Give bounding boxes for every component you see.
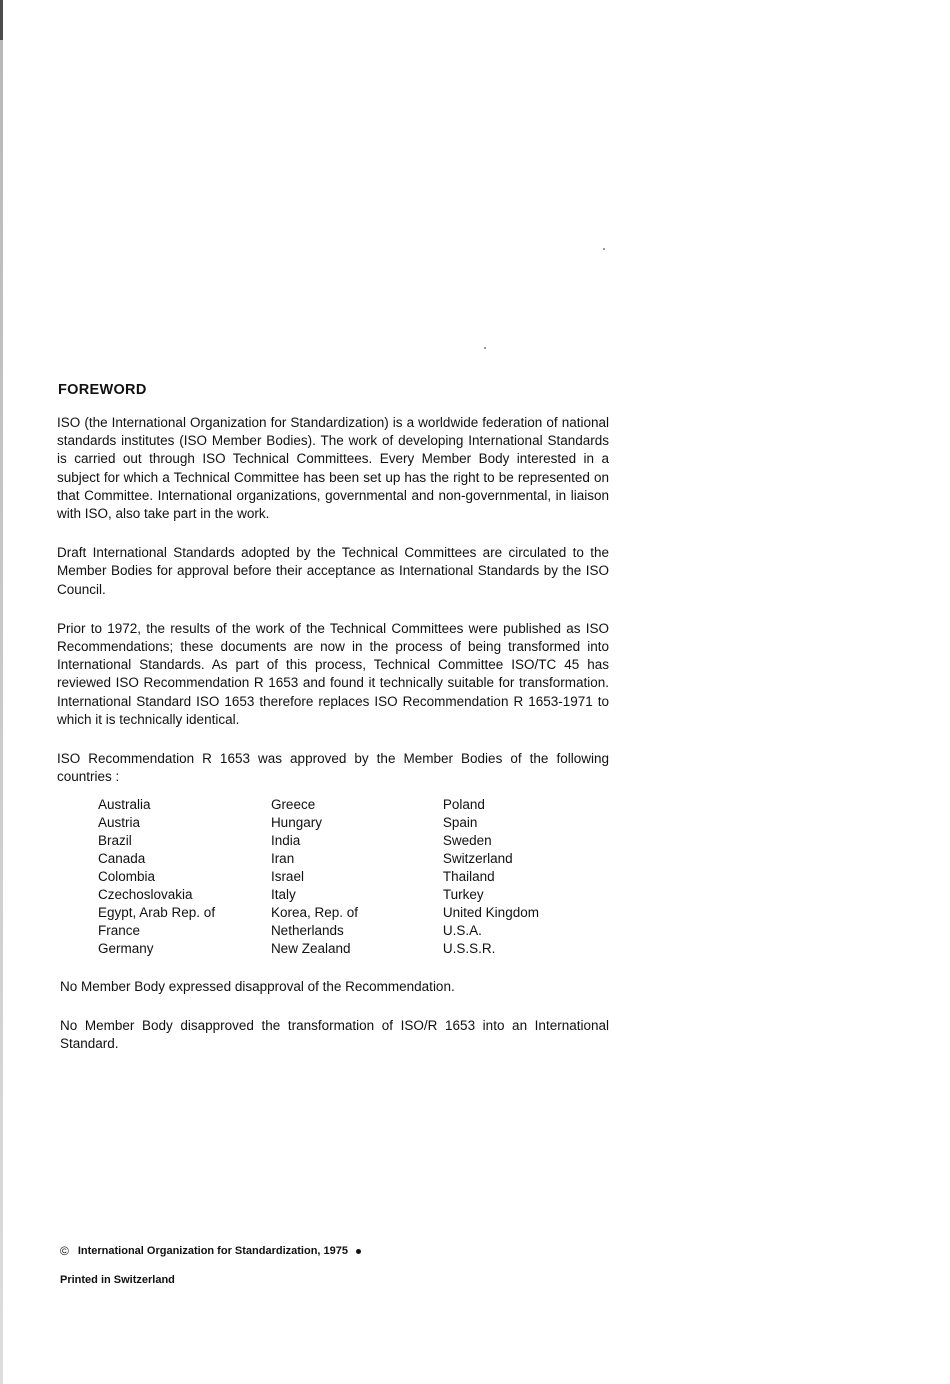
country-item: France bbox=[98, 922, 141, 938]
country-item: Australia bbox=[98, 797, 151, 813]
closing-paragraph: No Member Body disapproved the transformation of ISO/R 1653 into an International Standard. bbox=[60, 1017, 609, 1052]
country-item: India bbox=[270, 833, 301, 849]
page-footer bbox=[60, 1243, 361, 1287]
country-item: Thailand bbox=[442, 869, 495, 885]
country-item: Hungary bbox=[270, 815, 322, 831]
countries-column-2 bbox=[271, 796, 443, 957]
foreword-paragraph: Draft International Standards adopted by the Technical Committees are circulated to the Member Bodies for approval before their acceptance as International Standards by the ISO Council. bbox=[57, 545, 609, 597]
country-item: Czechoslovakia bbox=[98, 886, 193, 902]
foreword-paragraph: Prior to 1972, the results of the work of the Technical Committees were published as ISO Recommendations; these documents are now in the process of being transformed into International Standards. As part of this process, Technical Committee ISO/TC 45 has reviewed ISO Recommendation R 1653 and found it technically suitable for transformation. International Standard ISO 1653 therefore replaces ISO Recommendation R 1653-1971 to which it is technically identical. bbox=[57, 620, 609, 727]
country-item: Austria bbox=[98, 815, 141, 831]
country-item: U.S.S.R. bbox=[442, 940, 496, 956]
country-item: Italy bbox=[270, 886, 296, 902]
printed-in-text: Printed in Switzerland bbox=[60, 1274, 175, 1286]
member-countries-list bbox=[98, 796, 609, 957]
country-item: Greece bbox=[270, 797, 316, 813]
scan-page-edge bbox=[0, 0, 3, 1384]
country-item: Iran bbox=[270, 851, 295, 867]
country-item: Egypt, Arab Rep. of bbox=[98, 904, 216, 920]
scan-speck bbox=[484, 347, 486, 349]
closing-paragraph: No Member Body expressed disapproval of the Recommendation. bbox=[60, 978, 455, 994]
country-item: Poland bbox=[442, 797, 485, 813]
countries-column-3 bbox=[443, 796, 609, 957]
approval-intro-paragraph: ISO Recommendation R 1653 was approved by the Member Bodies of the following countries : bbox=[57, 751, 609, 785]
country-item: Colombia bbox=[98, 869, 156, 885]
country-item: United Kingdom bbox=[442, 904, 539, 920]
copyright-line bbox=[60, 1243, 361, 1259]
foreword-section bbox=[57, 380, 609, 1074]
country-item: Netherlands bbox=[270, 922, 344, 938]
bullet-icon bbox=[356, 1249, 361, 1254]
foreword-heading: FOREWORD bbox=[58, 382, 147, 398]
foreword-paragraph: ISO (the International Organization for Standardization) is a worldwide federation of national standards institutes (ISO Member Bodies). The work of developing International Standards is carried out through ISO Technical Committees. Every Member Body interested in a subject for which a Technical Committee has been set up has the right to be represented on that Committee. International organizations, governmental and non-governmental, in liaison with ISO, also take part in the work. bbox=[57, 415, 609, 522]
country-item: Sweden bbox=[442, 833, 492, 849]
countries-column-1 bbox=[98, 796, 271, 957]
country-item: Korea, Rep. of bbox=[270, 904, 358, 920]
country-item: New Zealand bbox=[270, 940, 351, 956]
scan-speck bbox=[603, 248, 605, 250]
country-item: Israel bbox=[270, 869, 304, 885]
country-item: U.S.A. bbox=[442, 922, 482, 938]
country-item: Germany bbox=[98, 940, 154, 956]
country-item: Brazil bbox=[98, 833, 132, 849]
country-item: Switzerland bbox=[442, 851, 513, 867]
country-item: Spain bbox=[442, 815, 478, 831]
country-item: Canada bbox=[98, 851, 146, 867]
copyright-icon: © bbox=[60, 1244, 69, 1258]
copyright-text: International Organization for Standardization, 1975 bbox=[77, 1245, 348, 1257]
country-item: Turkey bbox=[442, 886, 484, 902]
